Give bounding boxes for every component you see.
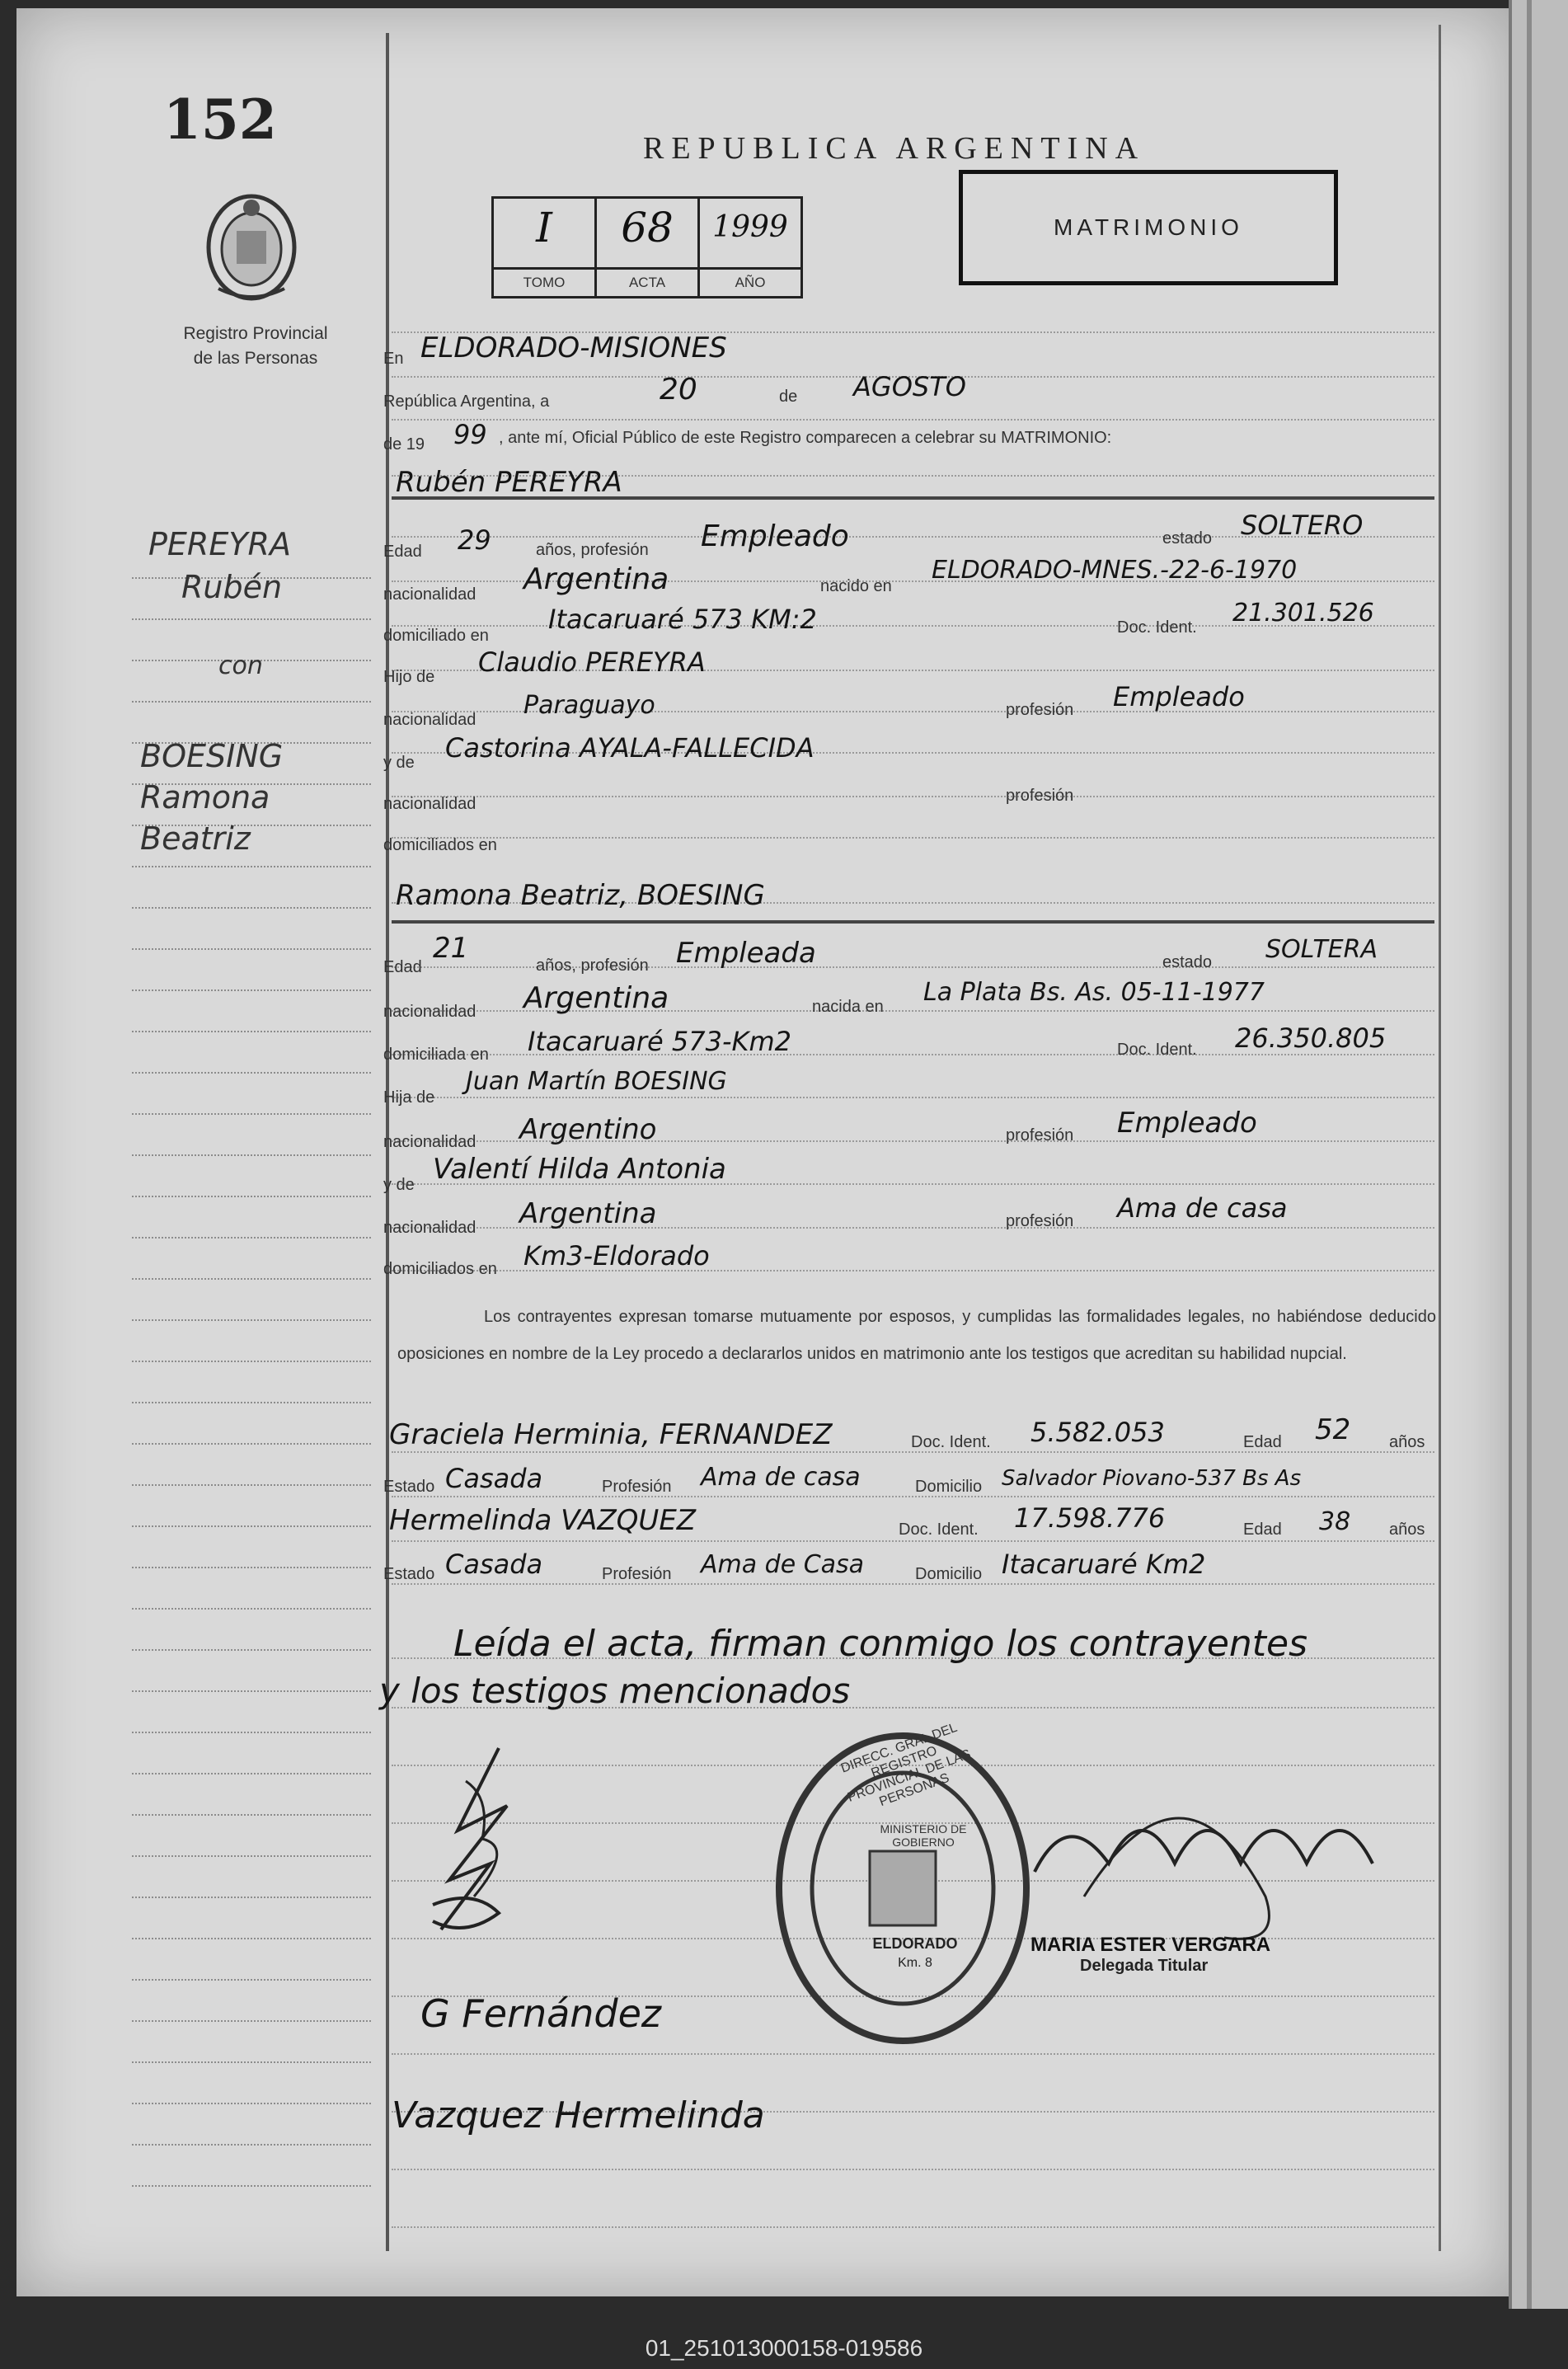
groom-doc: 21.301.526	[1232, 599, 1374, 628]
groom-father-prof: Empleado	[1113, 681, 1245, 712]
registry-name	[157, 322, 354, 371]
witness2-edad-label: Edad	[1243, 1521, 1282, 1539]
acta-cell	[597, 199, 700, 296]
groom-age: 29	[458, 524, 491, 556]
witness2-doc-label: Doc. Ident.	[899, 1521, 979, 1539]
groom-status: SOLTERO	[1241, 510, 1364, 541]
de-label: de	[779, 388, 798, 406]
bride-profession: Empleada	[676, 937, 816, 970]
stamp-inner-text: MINISTERIO DE GOBIERNO	[880, 1822, 967, 1849]
coat-of-arms-seal	[202, 190, 301, 305]
officer-title: Delegada Titular	[1080, 1957, 1209, 1975]
declaration-text: Los contrayentes expresan tomarse mutuamente por esposos, y cumplidas las formalidades legales, no habiéndose deducido oposiciones en nombre de la Ley procedo a declararlos unidos en matrimonio ante los testigos que acreditan su habilidad nupcial.	[397, 1308, 1436, 1363]
officer-block	[1030, 1934, 1270, 1976]
act-type-box: MATRIMONIO	[959, 170, 1338, 285]
bride-doc: 26.350.805	[1235, 1022, 1387, 1054]
bride-profesion-label: años, profesión	[536, 957, 649, 975]
witness1-anos-label: años	[1389, 1433, 1425, 1451]
margin-bride-surname: BOESING	[140, 738, 284, 774]
groom-mother-label: y de	[383, 754, 415, 772]
closing-line-2: y los testigos mencionados	[379, 1671, 851, 1711]
witness1-status: Casada	[445, 1463, 543, 1494]
closing-line-1: Leída el acta, firman conmigo los contrayentes	[453, 1623, 1308, 1665]
groom-mother: Castorina AYALA-FALLECIDA	[445, 732, 815, 764]
groom-full-name: Rubén PEREYRA	[396, 466, 622, 499]
place-value: ELDORADO-MISIONES	[420, 331, 727, 364]
bride-mother-prof: Ama de casa	[1117, 1192, 1288, 1224]
groom-address: Itacaruaré 573 KM:2	[548, 604, 817, 635]
book-reference-box	[491, 196, 803, 298]
witness2-doc: 17.598.776	[1014, 1502, 1166, 1534]
groom-father-nat: Paraguayo	[523, 691, 655, 720]
witness1-doc: 5.582.053	[1030, 1417, 1165, 1448]
bride-address: Itacaruaré 573-Km2	[528, 1026, 791, 1057]
officer-name: MARIA ESTER VERGARA	[1030, 1934, 1271, 1956]
groom-nacionalidad-label: nacionalidad	[383, 585, 477, 604]
witness2-anos-label: años	[1389, 1521, 1425, 1539]
bride-age: 21	[433, 932, 469, 965]
republica-label: República Argentina, a	[383, 392, 550, 411]
witness2-address: Itacaruaré Km2	[1002, 1549, 1206, 1580]
groom-edad-label: Edad	[383, 543, 422, 561]
bride-mother-label: y de	[383, 1176, 415, 1194]
book-spine	[1509, 0, 1568, 2309]
day-value: 20	[660, 373, 697, 407]
witness2-profesion-label: Profesión	[602, 1565, 672, 1583]
groom-estado-label: estado	[1162, 529, 1213, 548]
bride-estado-label: estado	[1162, 953, 1213, 971]
witness1-doc-label: Doc. Ident.	[911, 1433, 991, 1451]
groom-nationality: Argentina	[523, 562, 669, 596]
groom-domicilio-label: domiciliado en	[383, 627, 489, 645]
witness1-edad-label: Edad	[1243, 1433, 1282, 1451]
tomo-value: I	[536, 204, 552, 251]
book-spine-edge	[1527, 0, 1532, 2309]
groom-hijo-label: Hijo de	[383, 668, 435, 686]
en-label: En	[383, 350, 404, 368]
bride-nacionalidad-label: nacionalidad	[383, 1003, 477, 1021]
year-prefix: de 19	[383, 435, 425, 454]
acta-label: ACTA	[597, 267, 697, 296]
witness2-signature: Vazquez Hermelinda	[392, 2094, 765, 2136]
groom-parents-domicilio-label: domiciliados en	[383, 836, 497, 854]
bride-doc-label: Doc. Ident.	[1117, 1041, 1197, 1059]
groom-separator	[392, 496, 1434, 500]
right-margin-rule	[1439, 25, 1441, 2251]
bride-domicilio-label: domiciliada en	[383, 1046, 489, 1064]
margin-groom-name: Rubén	[181, 569, 283, 605]
bride-father-nat: Argentino	[519, 1113, 657, 1146]
witness2-age: 38	[1319, 1507, 1351, 1536]
stamp-ring-text: DIRECC. GRAL DEL REGISTRO PROVINCIAL DE LAS PERSONAS	[838, 1720, 973, 1810]
margin-bride-name2: Beatriz	[140, 820, 251, 857]
bride-father-prof-label: profesión	[1006, 1126, 1074, 1145]
witness1-profession: Ama de casa	[701, 1463, 861, 1492]
tomo-label: TOMO	[494, 267, 594, 296]
bride-mother: Valentí Hilda Antonia	[433, 1153, 726, 1186]
groom-nacido-label: nacido en	[820, 577, 892, 595]
registry-line-2: de las Personas	[193, 349, 318, 368]
groom-mother-prof-label: profesión	[1006, 787, 1074, 805]
witness1-age: 52	[1315, 1413, 1351, 1446]
stamp-place: ELDORADO	[872, 1935, 958, 1952]
year-suffix: 99	[453, 419, 487, 450]
bride-nationality: Argentina	[523, 981, 669, 1015]
groom-doc-label: Doc. Ident.	[1117, 618, 1197, 637]
groom-father-prof-label: profesión	[1006, 701, 1074, 719]
bride-hija-label: Hija de	[383, 1088, 435, 1107]
registry-line-1: Registro Provincial	[183, 324, 328, 343]
witness1-name: Graciela Herminia, FERNANDEZ	[389, 1418, 833, 1451]
bride-status: SOLTERA	[1265, 935, 1378, 964]
bride-mother-nat-label: nacionalidad	[383, 1219, 477, 1237]
margin-bride-name1: Ramona	[140, 779, 270, 816]
stamp-short: Km. 8	[898, 1956, 932, 1970]
intro-text: , ante mí, Oficial Público de este Registro comparecen a celebrar su MATRIMONIO:	[499, 429, 1112, 447]
folio-number: 152	[163, 87, 277, 152]
bride-parents-address: Km3-Eldorado	[523, 1240, 710, 1271]
groom-father-nat-label: nacionalidad	[383, 711, 477, 729]
groom-father: Claudio PEREYRA	[478, 646, 706, 678]
anio-label: AÑO	[700, 267, 800, 296]
groom-profession: Empleado	[701, 519, 849, 553]
bride-full-name: Ramona Beatriz, BOESING	[396, 879, 765, 912]
month-value: AGOSTO	[853, 371, 966, 402]
margin-groom-surname: PEREYRA	[148, 526, 291, 562]
witness2-estado-label: Estado	[383, 1565, 435, 1583]
bride-mother-prof-label: profesión	[1006, 1212, 1074, 1230]
bride-edad-label: Edad	[383, 958, 422, 976]
bride-father: Juan Martín BOESING	[466, 1067, 727, 1096]
acta-value: 68	[621, 204, 674, 251]
witness1-estado-label: Estado	[383, 1478, 435, 1496]
register-page	[16, 8, 1509, 2296]
bride-mother-nat: Argentina	[519, 1197, 657, 1230]
witness1-profesion-label: Profesión	[602, 1478, 672, 1496]
witness1-address: Salvador Piovano-537 Bs As	[1002, 1466, 1302, 1491]
groom-birth: ELDORADO-MNES.-22-6-1970	[932, 556, 1298, 585]
country-header: REPUBLICA ARGENTINA	[643, 131, 1146, 166]
bride-father-nat-label: nacionalidad	[383, 1133, 477, 1151]
witness1-signature: G Fernández	[420, 1991, 662, 2036]
witness2-status: Casada	[445, 1549, 543, 1580]
witness2-domicilio-label: Domicilio	[915, 1565, 983, 1583]
witness2-profession: Ama de Casa	[701, 1550, 865, 1579]
margin-con: con	[218, 651, 263, 680]
bride-separator	[392, 920, 1434, 924]
groom-profesion-label: años, profesión	[536, 541, 649, 559]
witness2-name: Hermelinda VAZQUEZ	[389, 1504, 697, 1537]
bride-birth: La Plata Bs. As. 05-11-1977	[923, 978, 1265, 1007]
scan-identifier: 01_251013000158-019586	[645, 2335, 923, 2361]
witness1-domicilio-label: Domicilio	[915, 1478, 983, 1496]
anio-value: 1999	[712, 210, 788, 244]
groom-mother-nat-label: nacionalidad	[383, 795, 477, 813]
bride-parents-domicilio-label: domiciliados en	[383, 1260, 497, 1278]
anio-cell	[700, 199, 800, 296]
bride-nacida-label: nacida en	[812, 998, 884, 1016]
groom-signature	[400, 1740, 532, 1946]
tomo-cell	[494, 199, 597, 296]
bride-father-prof: Empleado	[1117, 1107, 1257, 1140]
